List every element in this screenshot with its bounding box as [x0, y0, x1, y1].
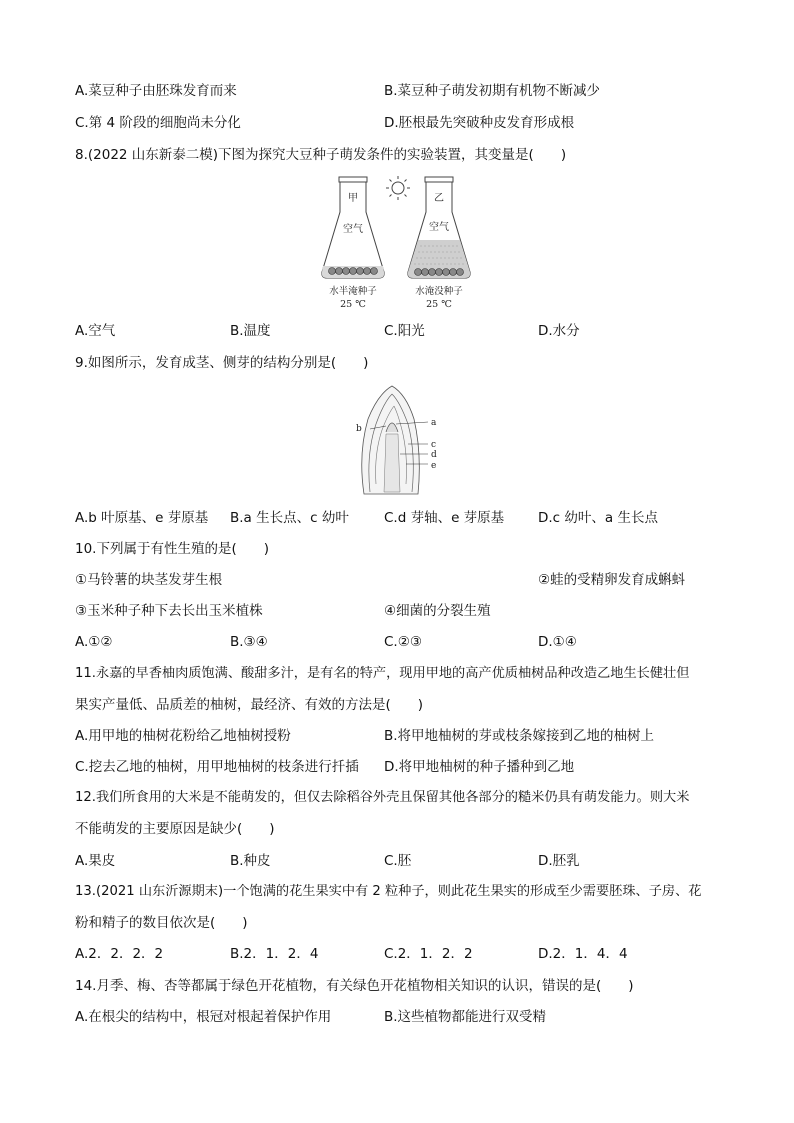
- label-c: c: [431, 440, 437, 450]
- q9-option-a: A.b 叶原基、e 芽原基: [75, 510, 209, 526]
- bud-structure-diagram: [350, 384, 450, 496]
- q7-option-d: D.胚根最先突破种皮发育形成根: [384, 115, 575, 131]
- q11-option-a: A.用甲地的柚树花粉给乙地柚树授粉: [75, 728, 291, 744]
- q10-item-3: ③玉米种子种下去长出玉米植株: [75, 603, 263, 619]
- q7-option-a: A.菜豆种子由胚珠发育而来: [75, 83, 237, 99]
- q8-option-c: C.阳光: [384, 323, 425, 339]
- q9-option-b: B.a 生长点、c 幼叶: [230, 510, 349, 526]
- label-d: d: [431, 450, 437, 460]
- q13-option-d: D.2．1．4．4: [538, 946, 628, 962]
- q8-option-d: D.水分: [538, 323, 580, 339]
- q10-option-b: B.③④: [230, 634, 268, 650]
- q13-stem-line1: 13.(2021 山东沂源期末)一个饱满的花生果实中有 2 粒种子，则此花生果实的形成至少需要胚珠、子房、花: [75, 884, 702, 899]
- flask-yi-caption: 水淹没种子: [415, 286, 463, 297]
- q12-option-c: C.胚: [384, 853, 412, 869]
- q12-stem-line1: 12.我们所食用的大米是不能萌发的，但仅去除稻谷外壳且保留其他各部分的糙米仍具有萌发能力。则大米: [75, 790, 690, 805]
- q9-option-c: C.d 芽轴、e 芽原基: [384, 510, 505, 526]
- q12-stem-line2: 不能萌发的主要原因是缺少( ): [75, 821, 275, 837]
- q8-figure: [318, 172, 478, 312]
- label-b: b: [356, 424, 362, 434]
- label-e: e: [431, 461, 437, 471]
- q13-stem-line2: 粉和精子的数目依次是( ): [75, 915, 248, 931]
- q11-option-d: D.将甲地柚树的种子播种到乙地: [384, 759, 575, 775]
- q8-flasks-diagram: [318, 172, 478, 312]
- q10-item-4: ④细菌的分裂生殖: [384, 603, 491, 619]
- flask-jia-label: 甲: [348, 193, 358, 204]
- flask-jia: [322, 177, 384, 310]
- q13-option-a: A.2．2．2．2: [75, 946, 164, 962]
- flask-yi-temp: 25 ℃: [426, 299, 452, 310]
- q12-option-b: B.种皮: [230, 853, 271, 869]
- sun-icon: [386, 176, 410, 200]
- q8-option-a: A.空气: [75, 323, 116, 339]
- q11-stem-line1: 11.永嘉的早香柚肉质饱满、酸甜多汁，是有名的特产，现用甲地的高产优质柚树品种改造乙地生长健壮但: [75, 666, 690, 681]
- q9-figure: [350, 384, 450, 496]
- q12-option-d: D.胚乳: [538, 853, 580, 869]
- q7-option-c: C.第 4 阶段的细胞尚未分化: [75, 115, 241, 131]
- flask-yi-air: 空气: [429, 222, 449, 233]
- q12-option-a: A.果皮: [75, 853, 116, 869]
- q14-option-b: B.这些植物都能进行双受精: [384, 1009, 547, 1025]
- flask-jia-air: 空气: [343, 224, 363, 235]
- q14-option-a: A.在根尖的结构中，根冠对根起着保护作用: [75, 1009, 332, 1025]
- q9-stem: 9.如图所示，发育成茎、侧芽的结构分别是( ): [75, 355, 369, 371]
- q11-stem-line2: 果实产量低、品质差的柚树，最经济、有效的方法是( ): [75, 697, 424, 713]
- flask-yi-label: 乙: [434, 193, 444, 204]
- q10-option-a: A.①②: [75, 634, 113, 650]
- flask-jia-temp: 25 ℃: [340, 299, 366, 310]
- q13-option-b: B.2．1．2．4: [230, 946, 319, 962]
- q10-stem: 10.下列属于有性生殖的是( ): [75, 541, 270, 557]
- q10-option-c: C.②③: [384, 634, 422, 650]
- q10-item-1: ①马铃薯的块茎发芽生根: [75, 572, 223, 588]
- q13-option-c: C.2．1．2．2: [384, 946, 473, 962]
- q14-stem: 14.月季、梅、杏等都属于绿色开花植物，有关绿色开花植物相关知识的认识，错误的是( ): [75, 978, 634, 994]
- q11-option-b: B.将甲地柚树的芽或枝条嫁接到乙地的柚树上: [384, 728, 655, 744]
- q10-item-2: ②蛙的受精卵发育成蝌蚪: [538, 572, 686, 588]
- q8-stem: 8.(2022 山东新泰二模)下图为探究大豆种子萌发条件的实验装置，其变量是( ): [75, 147, 567, 163]
- label-a: a: [431, 418, 437, 428]
- flask-jia-caption: 水半淹种子: [329, 286, 377, 297]
- q9-option-d: D.c 幼叶、a 生长点: [538, 510, 658, 526]
- flask-yi: [408, 177, 470, 310]
- q7-option-b: B.菜豆种子萌发初期有机物不断减少: [384, 83, 601, 99]
- q8-option-b: B.温度: [230, 323, 271, 339]
- q10-option-d: D.①④: [538, 634, 577, 650]
- q11-option-c: C.挖去乙地的柚树，用甲地柚树的枝条进行扦插: [75, 759, 359, 775]
